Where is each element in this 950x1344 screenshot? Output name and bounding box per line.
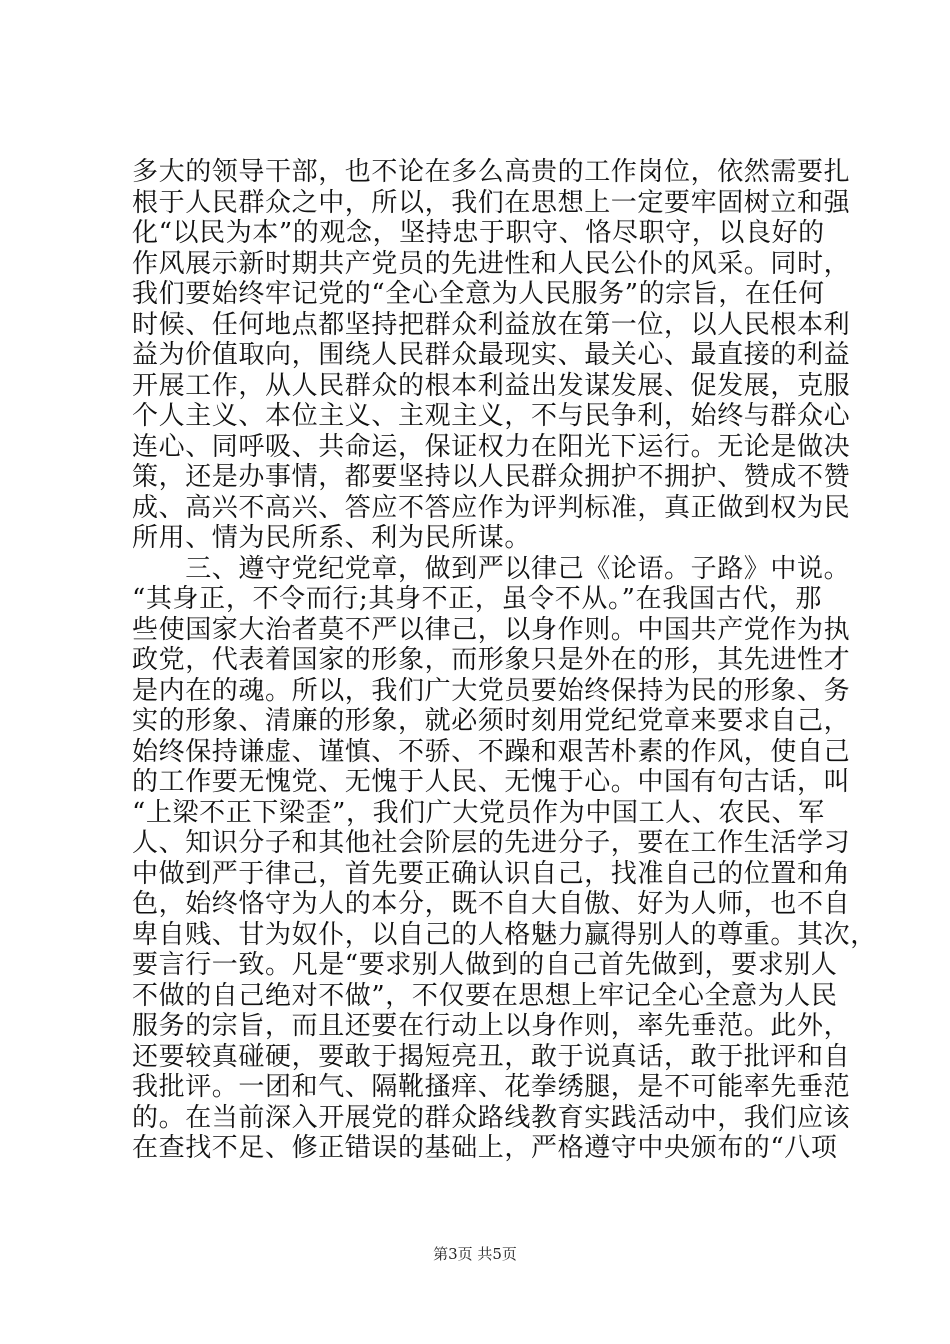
text-line: 还要较真碰硬，要敢于揭短亮丑，敢于说真话，敢于批评和自	[132, 1041, 851, 1072]
text-line: 所用、情为民所系、利为民所谋。	[132, 523, 532, 553]
text-line: 政党，代表着国家的形象，而形象只是外在的形，其先进性才	[132, 645, 851, 675]
text-line: “上梁不正下梁歪”，我们广大党员作为中国工人、农民、军	[132, 797, 825, 828]
text-line: 开展工作，从人民群众的根本利益出发谋发展、促发展，克服	[132, 370, 851, 401]
text-line: 在查找不足、修正错误的基础上，严格遵守中央颁布的“八项	[132, 1133, 838, 1163]
text-line: 成、高兴不高兴、答应不答应作为评判标准，真正做到权为民	[132, 492, 851, 523]
text-line: 实的形象、清廉的形象，就必须时刻用党纪党章来要求自己，	[132, 706, 851, 736]
text-line: 策，还是办事情，都要坚持以人民群众拥护不拥护、赞成不赞	[132, 462, 851, 492]
text-line: 要言行一致。凡是“要求别人做到的自己首先做到，要求别人	[132, 950, 838, 980]
text-line: 些使国家大治者莫不严以律己，以身作则。中国共产党作为执	[132, 614, 851, 645]
text-line: 时候、任何地点都坚持把群众利益放在第一位，以人民根本利	[132, 309, 851, 340]
text-line: 作风展示新时期共产党员的先进性和人民公仆的风采。同时，	[132, 248, 851, 279]
text-line: 始终保持谦虚、谨慎、不骄、不躁和艰苦朴素的作风，使自己	[132, 736, 851, 767]
text-line: “其身正，不令而行;其身不正，虽令不从。”在我国古代，那	[132, 584, 822, 614]
text-line: 三、遵守党纪党章，做到严以律己《论语。子路》中说。	[132, 553, 851, 584]
body-text	[132, 157, 877, 1164]
text-line: 卑自贱、甘为奴仆，以自己的人格魅力赢得别人的尊重。其次，	[132, 919, 877, 950]
text-line: 根于人民群众之中，所以，我们在思想上一定要牢固树立和强	[132, 187, 851, 218]
text-line: 是内在的魂。所以，我们广大党员要始终保持为民的形象、务	[132, 675, 851, 706]
text-line: 服务的宗旨，而且还要在行动上以身作则，率先垂范。此外，	[132, 1011, 851, 1041]
text-line: 人、知识分子和其他社会阶层的先进分子，要在工作生活学习	[132, 828, 851, 858]
text-line: 连心、同呼吸、共命运，保证权力在阳光下运行。无论是做决	[132, 431, 851, 462]
text-line: 多大的领导干部，也不论在多么高贵的工作岗位，依然需要扎	[132, 157, 851, 187]
text-line: 我批评。一团和气、隔靴搔痒、花拳绣腿，是不可能率先垂范	[132, 1072, 851, 1102]
text-line: 中做到严于律己，首先要正确认识自己，找准自己的位置和角	[132, 858, 851, 889]
text-line: 个人主义、本位主义、主观主义，不与民争利，始终与群众心	[132, 401, 851, 431]
text-line: 不做的自己绝对不做”，不仅要在思想上牢记全心全意为人民	[132, 980, 838, 1011]
text-line: 化“以民为本”的观念，坚持忠于职守、恪尽职守，以良好的	[132, 218, 825, 248]
text-line: 的。在当前深入开展党的群众路线教育实践活动中，我们应该	[132, 1102, 851, 1133]
text-line: 益为价值取向，围绕人民群众最现实、最关心、最直接的利益	[132, 340, 851, 370]
page-footer: 第3页 共5页	[433, 1245, 517, 1263]
text-line: 我们要始终牢记党的“全心全意为人民服务”的宗旨，在任何	[132, 279, 825, 309]
text-line: 色，始终恪守为人的本分，既不自大自傲、好为人师，也不自	[132, 889, 851, 919]
text-line: 的工作要无愧党、无愧于人民、无愧于心。中国有句古话，叫	[132, 767, 851, 797]
